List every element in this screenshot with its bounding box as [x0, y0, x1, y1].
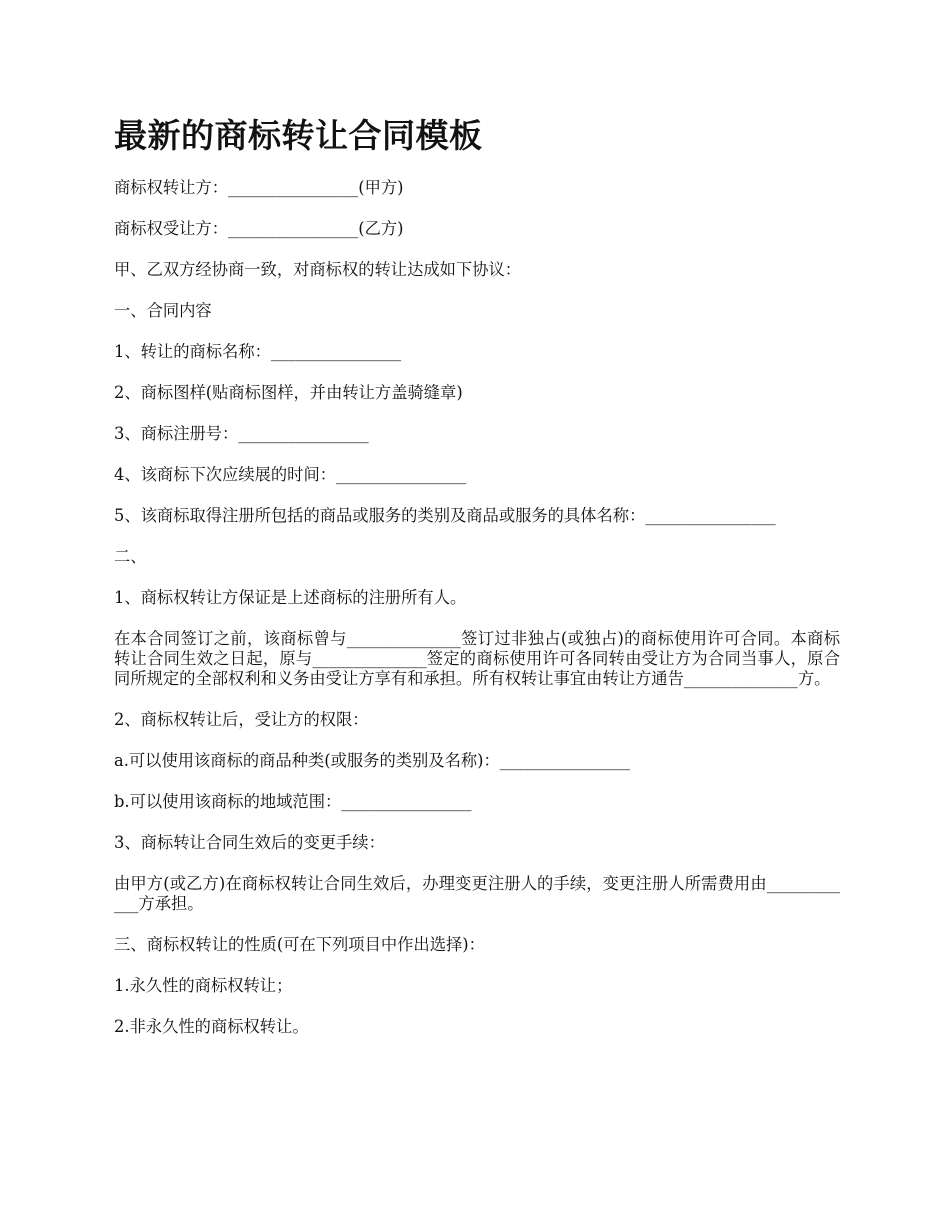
clause-trademark-design: 2、商标图样(贴商标图样，并由转让方盖骑缝章)	[114, 383, 463, 402]
clause-goods-types: a.可以使用该商标的商品种类(或服务的类别及名称)：________________	[114, 751, 631, 770]
document-page	[114, 112, 840, 1058]
clause-license-history: 在本合同签订之前，该商标曾与______________签订过非独占(或独占)的商标使用许可合同。本商标转让合同生效之日起，原与______________签定的商标使用许可各同转由受让方为合同当事人，原合同所规定的全部权利和义务由受让方享有和承担。所有权转让事宜由转让方通告______________方。	[114, 629, 840, 688]
clause-change-registrant: 由甲方(或乙方)在商标权转让合同生效后，办理变更注册人的手续，变更注册人所需费用由____________方承担。	[114, 874, 840, 913]
transferor-line: 商标权转让方：________________(甲方)	[114, 178, 404, 197]
clause-territory: b.可以使用该商标的地域范围：________________	[114, 792, 472, 811]
clause-change-procedure: 3、商标转让合同生效后的变更手续：	[114, 833, 385, 852]
clause-owner-guarantee: 1、商标权转让方保证是上述商标的注册所有人。	[114, 588, 467, 607]
clause-registration-number: 3、商标注册号：________________	[114, 424, 369, 443]
clause-goods-services: 5、该商标取得注册所包括的商品或服务的类别及商品或服务的具体名称：________________	[114, 506, 776, 525]
section-heading-nature: 三、商标权转让的性质(可在下列项目中作出选择)：	[114, 935, 485, 954]
clause-renewal-time: 4、该商标下次应续展的时间：________________	[114, 465, 467, 484]
option-permanent-transfer: 1.永久性的商标权转让；	[114, 976, 293, 995]
section-heading-contract-content: 一、合同内容	[114, 301, 212, 320]
transferee-line: 商标权受让方：________________(乙方)	[114, 219, 404, 238]
option-non-permanent-transfer: 2.非永久性的商标权转让。	[114, 1017, 309, 1036]
agreement-intro: 甲、乙双方经协商一致，对商标权的转让达成如下协议：	[114, 260, 522, 279]
document-title: 最新的商标转让合同模板	[114, 116, 483, 155]
clause-trademark-name: 1、转让的商标名称：________________	[114, 342, 402, 361]
clause-transferee-rights: 2、商标权转让后，受让方的权限：	[114, 710, 369, 729]
section-heading-two: 二、	[114, 547, 147, 566]
